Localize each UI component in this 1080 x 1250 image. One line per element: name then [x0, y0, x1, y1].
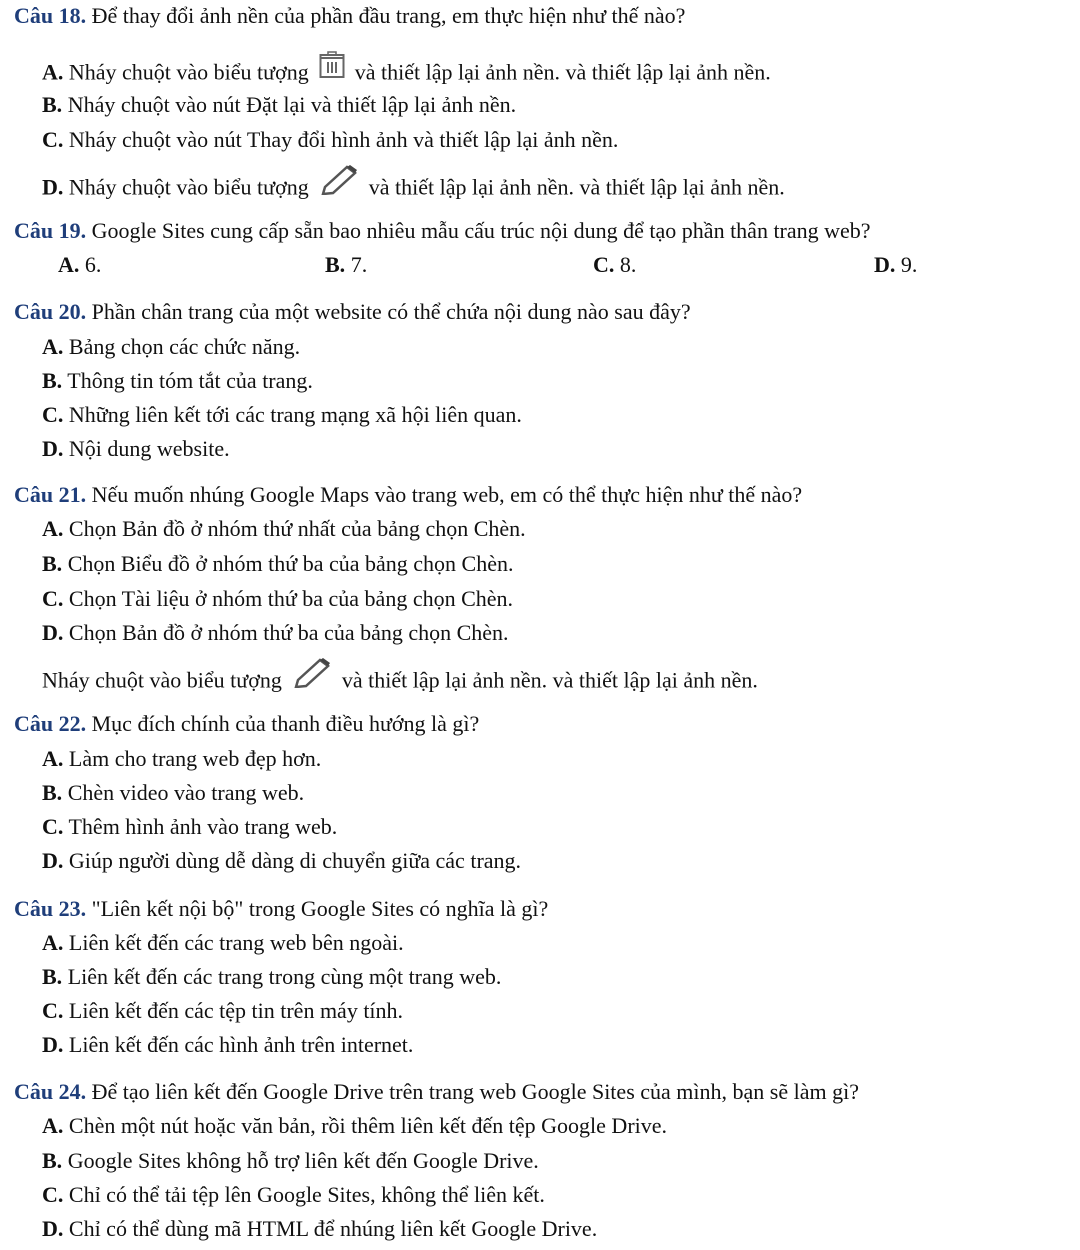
pencil-icon: [319, 171, 359, 208]
option-text: Liên kết đến các hình ảnh trên internet.: [63, 1032, 414, 1057]
option-letter: D.: [42, 620, 64, 645]
option-letter: D.: [42, 174, 64, 200]
option-text: 7.: [345, 252, 368, 277]
option-text: Thông tin tóm tắt của trang.: [62, 368, 313, 393]
option-text: Chỉ có thể tải tệp lên Google Sites, không thể liên kết.: [63, 1182, 545, 1207]
option-letter: C.: [42, 998, 64, 1023]
option-18-a: [42, 57, 771, 92]
question-number: Câu 23.: [14, 896, 87, 921]
instruction-text-after: và thiết lập lại ảnh nền. và thiết lập lại ảnh nền.: [341, 667, 758, 693]
option-text: Chọn Bản đồ ở nhóm thứ nhất của bảng chọn Chèn.: [63, 516, 526, 541]
option-text: Những liên kết tới các trang mạng xã hội liên quan.: [63, 402, 522, 427]
instruction-text: Nháy chuột vào biểu tượng: [42, 667, 282, 693]
question-text: Mục đích chính của thanh điều hướng là gì?: [86, 711, 480, 736]
option-text: Chỉ có thể dùng mã HTML để nhúng liên kết Google Drive.: [63, 1216, 598, 1241]
option-grid-19: [0, 251, 1080, 279]
option-23-c: [42, 997, 403, 1025]
option-20-c: [42, 401, 522, 429]
option-text: Thêm hình ảnh vào trang web.: [63, 814, 338, 839]
option-letter: B.: [42, 964, 63, 989]
option-22-b: [42, 779, 304, 807]
question-number: Câu 19.: [14, 218, 87, 243]
option-19-b: [325, 251, 367, 279]
stray-instruction-line: [42, 664, 758, 701]
option-text: Chèn một nút hoặc văn bản, rồi thêm liên kết đến tệp Google Drive.: [63, 1113, 668, 1138]
option-18-d: [42, 171, 785, 208]
option-text: Liên kết đến các tệp tin trên máy tính.: [63, 998, 404, 1023]
option-text: Làm cho trang web đẹp hơn.: [63, 746, 322, 771]
option-letter: C.: [42, 1182, 64, 1207]
option-letter: A.: [42, 516, 64, 541]
option-text: Nội dung website.: [63, 436, 230, 461]
option-text: Nháy chuột vào biểu tượng: [63, 59, 309, 85]
option-18-b: [42, 91, 516, 119]
option-text: 8.: [614, 252, 637, 277]
option-text: Chọn Tài liệu ở nhóm thứ ba của bảng chọn Chèn.: [63, 586, 514, 611]
option-letter: A.: [58, 252, 80, 277]
question-20: [14, 298, 691, 326]
option-text: Nháy chuột vào biểu tượng: [63, 174, 309, 200]
option-text: 9.: [895, 252, 918, 277]
option-letter: D.: [42, 1032, 64, 1057]
option-letter: A.: [42, 746, 64, 771]
option-24-d: [42, 1215, 597, 1243]
option-letter: C.: [42, 586, 64, 611]
option-letter: A.: [42, 59, 64, 85]
option-23-a: [42, 929, 404, 957]
question-23: [14, 895, 548, 923]
option-24-b: [42, 1147, 539, 1175]
option-letter: C.: [42, 127, 64, 152]
pencil-icon: [292, 664, 332, 701]
option-letter: C.: [42, 402, 64, 427]
option-letter: B.: [42, 368, 63, 393]
option-text: Liên kết đến các trang trong cùng một trang web.: [62, 964, 502, 989]
option-22-c: [42, 813, 337, 841]
option-24-a: [42, 1112, 667, 1140]
option-21-c: [42, 585, 513, 613]
question-number: Câu 20.: [14, 299, 87, 324]
question-text: "Liên kết nội bộ" trong Google Sites có nghĩa là gì?: [86, 896, 549, 921]
question-text: Google Sites cung cấp sẵn bao nhiêu mẫu cấu trúc nội dung để tạo phần thân trang web?: [86, 218, 871, 243]
question-number: Câu 24.: [14, 1079, 87, 1104]
question-number: Câu 21.: [14, 482, 87, 507]
option-18-c: [42, 126, 618, 154]
option-letter: C.: [593, 252, 615, 277]
question-24: [14, 1078, 859, 1106]
option-letter: B.: [42, 1148, 63, 1173]
question-22: [14, 710, 479, 738]
option-20-b: [42, 367, 313, 395]
option-22-d: [42, 847, 521, 875]
option-letter: D.: [42, 1216, 64, 1241]
option-letter: A.: [42, 930, 64, 955]
question-18: [14, 2, 685, 30]
option-text: Giúp người dùng dễ dàng di chuyển giữa các trang.: [63, 848, 522, 873]
option-22-a: [42, 745, 321, 773]
option-letter: A.: [42, 334, 64, 359]
option-text: Chọn Biểu đồ ở nhóm thứ ba của bảng chọn Chèn.: [62, 551, 514, 576]
option-21-b: [42, 550, 513, 578]
option-letter: C.: [42, 814, 64, 839]
option-letter: D.: [42, 848, 64, 873]
option-20-a: [42, 333, 300, 361]
question-number: Câu 22.: [14, 711, 87, 736]
option-23-b: [42, 963, 501, 991]
option-letter: D.: [874, 252, 896, 277]
option-letter: B.: [42, 92, 63, 117]
question-text: Nếu muốn nhúng Google Maps vào trang web, em có thể thực hiện như thế nào?: [86, 482, 803, 507]
option-20-d: [42, 435, 230, 463]
option-text: Google Sites không hỗ trợ liên kết đến Google Drive.: [62, 1148, 539, 1173]
option-text: Chọn Bản đồ ở nhóm thứ ba của bảng chọn Chèn.: [63, 620, 509, 645]
question-21: [14, 481, 802, 509]
option-letter: A.: [42, 1113, 64, 1138]
option-21-a: [42, 515, 526, 543]
option-text: 6.: [79, 252, 102, 277]
option-letter: B.: [325, 252, 346, 277]
question-text: Để thay đổi ảnh nền của phần đầu trang, em thực hiện như thế nào?: [86, 3, 686, 28]
question-text: Để tạo liên kết đến Google Drive trên trang web Google Sites của mình, bạn sẽ làm gì?: [86, 1079, 859, 1104]
option-letter: D.: [42, 436, 64, 461]
option-24-c: [42, 1181, 545, 1209]
option-text: Bảng chọn các chức năng.: [63, 334, 301, 359]
option-21-d: [42, 619, 509, 647]
question-19: [14, 217, 871, 245]
option-text: Chèn video vào trang web.: [62, 780, 305, 805]
option-text-after: và thiết lập lại ảnh nền. và thiết lập lại ảnh nền.: [368, 174, 785, 200]
option-text-after: và thiết lập lại ảnh nền. và thiết lập lại ảnh nền.: [354, 59, 771, 85]
option-19-c: [593, 251, 636, 279]
option-letter: B.: [42, 551, 63, 576]
option-text: Nháy chuột vào nút Đặt lại và thiết lập lại ảnh nền.: [62, 92, 517, 117]
trash-icon: [319, 57, 345, 92]
option-text: Nháy chuột vào nút Thay đổi hình ảnh và thiết lập lại ảnh nền.: [63, 127, 619, 152]
option-19-d: [874, 251, 917, 279]
question-number: Câu 18.: [14, 3, 87, 28]
question-text: Phần chân trang của một website có thể chứa nội dung nào sau đây?: [86, 299, 691, 324]
option-letter: B.: [42, 780, 63, 805]
option-text: Liên kết đến các trang web bên ngoài.: [63, 930, 404, 955]
option-23-d: [42, 1031, 413, 1059]
option-19-a: [58, 251, 101, 279]
